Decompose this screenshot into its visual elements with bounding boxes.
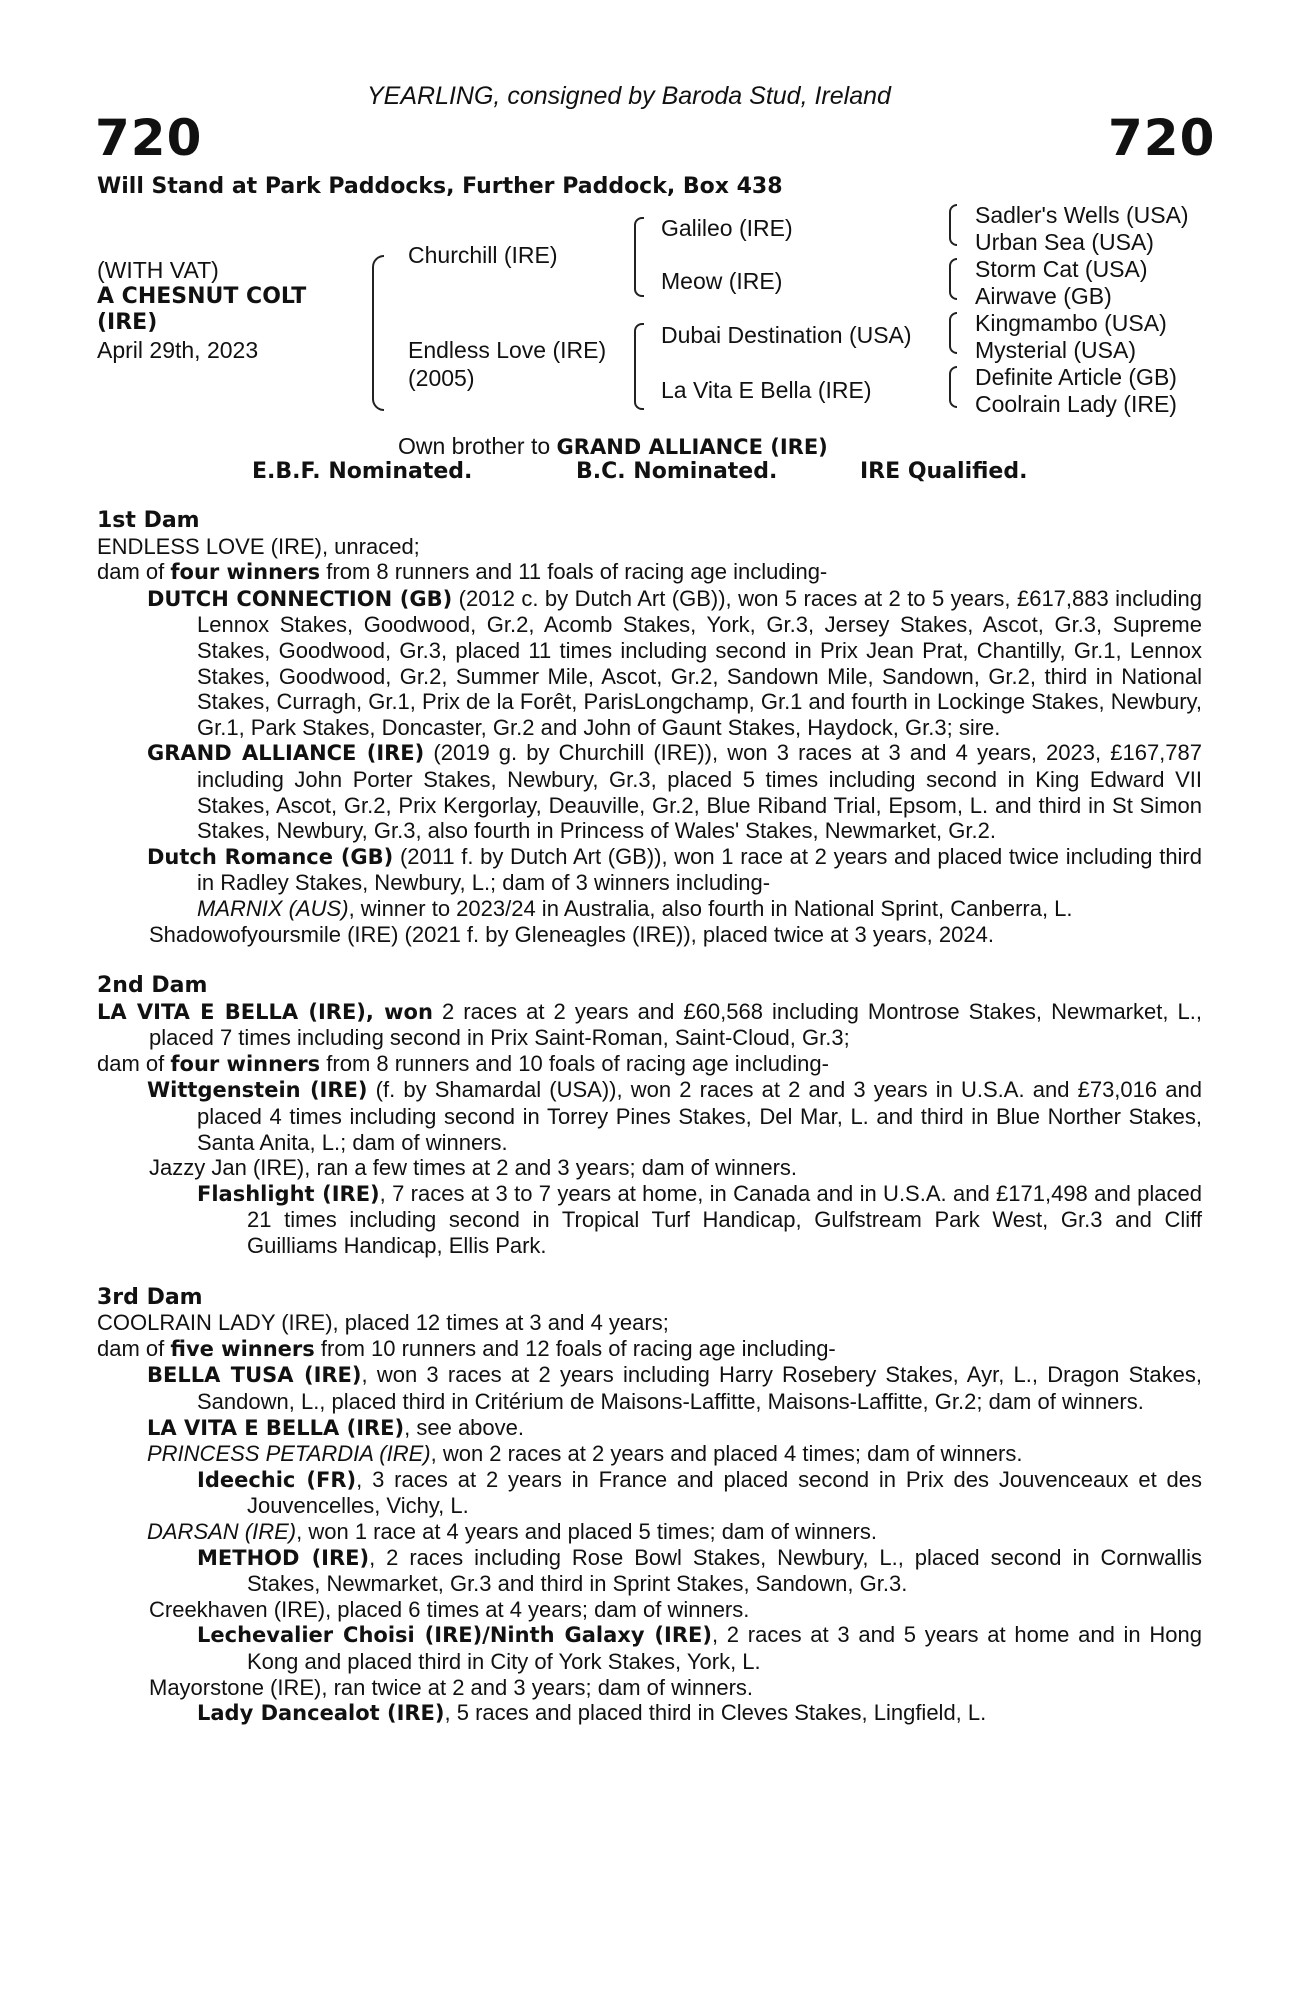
progeny-la-vita-e-bella bbox=[97, 1415, 1202, 1442]
pedigree-bracket-main bbox=[372, 255, 384, 411]
first-dam-intro: ENDLESS LOVE (IRE), unraced; bbox=[97, 533, 420, 559]
pedigree-ggp: Kingmambo (USA) bbox=[975, 310, 1167, 336]
race-record: , won 2 races at 2 years and placed 4 times; dam of winners. bbox=[430, 1441, 1023, 1467]
lot-number-right: 720 bbox=[1108, 109, 1216, 167]
progeny-wittgenstein bbox=[97, 1077, 1202, 1155]
progeny-jazzy-jan: Jazzy Jan (IRE), ran a few times at 2 and 3 years; dam of winners. bbox=[149, 1155, 798, 1181]
text: from 8 runners and 11 foals of racing age including- bbox=[320, 559, 828, 585]
pedigree-ggp: Urban Sea (USA) bbox=[975, 229, 1154, 255]
progeny-mayorstone: Mayorstone (IRE), ran twice at 2 and 3 years; dam of winners. bbox=[149, 1674, 754, 1700]
second-dam-produce bbox=[97, 1051, 1202, 1078]
horse-name: Lechevalier Choisi (IRE)/Ninth Galaxy (IRE) bbox=[197, 1623, 712, 1648]
horse-name: LA VITA E BELLA (IRE), won bbox=[97, 999, 433, 1024]
race-record: , won 3 races at 2 years including Harry Rosebery Stakes, Ayr, L., Dragon Stakes, Sandown, L., placed third in Critérium de Maisons-Laffitte, Maisons-Laffitte, Gr.2; dam of winners. bbox=[197, 1362, 1202, 1414]
pedigree-ggp: Definite Article (GB) bbox=[975, 364, 1177, 390]
horse-name: Flashlight (IRE) bbox=[197, 1181, 380, 1206]
race-record: (f. by Shamardal (USA)), won 2 races at 2 and 3 years in U.S.A. and £73,016 and placed 4 times including second in Torrey Pines Stakes, Del Mar, L. and third in Blue Norther Stakes, Santa Anita, L.; dam of winners. bbox=[197, 1077, 1202, 1155]
horse-title-country: (IRE) bbox=[97, 310, 158, 335]
progeny-marnix bbox=[97, 896, 1202, 922]
third-dam-record bbox=[97, 1336, 1202, 1363]
race-record: , won 1 race at 4 years and placed 5 times; dam of winners. bbox=[296, 1518, 877, 1544]
own-brother-note bbox=[398, 433, 828, 461]
race-record: (2019 g. by Churchill (IRE)), won 3 races at 3 and 4 years, 2023, £167,787 including John Porter Stakes, Newbury, Gr.3, placed 5 times including second in King Edward VII Stakes, Ascot, Gr.2, Prix Kergorlay, Deauville, Gr.2, Blue Riband Trial, Epsom, L. and third in St Simon Stakes, Newbury, Gr.3, also fourth in Princess of Wales' Stakes, Newmarket, Gr.2. bbox=[197, 740, 1202, 844]
progeny-dutch-romance bbox=[97, 844, 1202, 896]
horse-name: MARNIX (AUS) bbox=[197, 895, 349, 921]
catalogue-body bbox=[97, 508, 1202, 1727]
horse-name: DUTCH CONNECTION (GB) bbox=[147, 586, 453, 611]
horse-name: Wittgenstein (IRE) bbox=[147, 1078, 368, 1103]
winners-count: four winners bbox=[170, 1051, 321, 1076]
progeny-method bbox=[97, 1545, 1202, 1597]
race-record: 2 races at 2 years and £60,568 including Montrose Stakes, Newmarket, L., placed 7 times including second in Prix Saint-Roman, Saint-Cloud, Gr.3; bbox=[149, 998, 1202, 1051]
pedigree-ggp: Storm Cat (USA) bbox=[975, 256, 1148, 282]
foaling-date: April 29th, 2023 bbox=[97, 337, 259, 363]
race-record: , 5 races and placed third in Cleves Stakes, Lingfield, L. bbox=[444, 1700, 987, 1726]
pedigree-ggp: Airwave (GB) bbox=[975, 283, 1112, 309]
pedigree-bracket-sire bbox=[634, 217, 644, 297]
pedigree-bracket-gg1 bbox=[949, 204, 957, 246]
pedigree-bracket-gg2 bbox=[949, 258, 957, 300]
progeny-lechevalier-choisi bbox=[97, 1622, 1202, 1674]
progeny-lady-dancealot bbox=[97, 1700, 1202, 1727]
pedigree-ggp: Sadler's Wells (USA) bbox=[975, 202, 1189, 228]
pedigree-sire: Churchill (IRE) bbox=[408, 242, 558, 268]
horse-name: PRINCESS PETARDIA (IRE) bbox=[147, 1441, 431, 1467]
lot-number-left: 720 bbox=[95, 109, 203, 167]
text: dam of bbox=[97, 1335, 171, 1361]
winners-count: five winners bbox=[170, 1336, 315, 1361]
pedigree-sire-sire: Galileo (IRE) bbox=[661, 215, 793, 241]
pedigree-dam-year: (2005) bbox=[408, 365, 475, 391]
pedigree-bracket-dam bbox=[634, 323, 644, 410]
own-brother-prefix: Own brother to bbox=[398, 433, 551, 459]
third-dam-intro: COOLRAIN LADY (IRE), placed 12 times at 3 and 4 years; bbox=[97, 1310, 669, 1336]
pedigree-bracket-gg4 bbox=[949, 366, 957, 408]
horse-name: Dutch Romance (GB) bbox=[147, 844, 394, 869]
pedigree-bracket-gg3 bbox=[949, 312, 957, 354]
progeny-flashlight bbox=[97, 1181, 1202, 1259]
ire-qualified: IRE Qualified. bbox=[860, 459, 1028, 484]
second-dam-record bbox=[97, 999, 1202, 1051]
text: from 10 runners and 12 foals of racing age including- bbox=[314, 1335, 836, 1361]
pedigree-dam-sire: Dubai Destination (USA) bbox=[661, 322, 912, 348]
pedigree-dam: Endless Love (IRE) bbox=[408, 337, 607, 363]
horse-name: Ideechic (FR) bbox=[197, 1467, 357, 1492]
race-record: , 2 races at 3 and 5 years at home and in Hong Kong and placed third in City of York Stakes, York, L. bbox=[247, 1622, 1202, 1674]
consignment-header: YEARLING, consigned by Baroda Stud, Ireland bbox=[367, 82, 891, 110]
race-record: , 3 races at 2 years in France and placed second in Prix des Jouvenceaux et des Jouvencelles, Vichy, L. bbox=[247, 1466, 1202, 1519]
first-dam-heading: 1st Dam bbox=[97, 508, 200, 533]
text: dam of bbox=[97, 1050, 171, 1076]
horse-name: LA VITA E BELLA (IRE) bbox=[147, 1415, 405, 1440]
horse-name: BELLA TUSA (IRE) bbox=[147, 1363, 362, 1388]
race-record: , winner to 2023/24 in Australia, also fourth in National Sprint, Canberra, L. bbox=[348, 895, 1073, 921]
vat-note: (WITH VAT) bbox=[97, 257, 219, 283]
pedigree-sire-dam: Meow (IRE) bbox=[661, 268, 783, 294]
pedigree-ggp: Mysterial (USA) bbox=[975, 337, 1137, 363]
progeny-grand-alliance bbox=[97, 740, 1202, 843]
horse-name: METHOD (IRE) bbox=[197, 1545, 370, 1570]
progeny-bella-tusa bbox=[97, 1362, 1202, 1414]
race-record: (2011 f. by Dutch Art (GB)), won 1 race at 2 years and placed twice including third in Radley Stakes, Newbury, L.; dam of 3 winners including- bbox=[197, 843, 1202, 896]
race-record: , 7 races at 3 to 7 years at home, in Canada and in U.S.A. and £171,498 and placed 21 times including second in Tropical Turf Handicap, Gulfstream Park West, Gr.3 and Cliff Guilliams Handicap, Ellis Park. bbox=[247, 1180, 1202, 1259]
progeny-princess-petardia bbox=[97, 1441, 1202, 1467]
progeny-dutch-connection bbox=[97, 586, 1202, 741]
progeny-darsan bbox=[97, 1519, 1202, 1545]
ebf-nominated: E.B.F. Nominated. bbox=[252, 459, 473, 484]
bc-nominated: B.C. Nominated. bbox=[576, 459, 778, 484]
race-record: (2012 c. by Dutch Art (GB)), won 5 races at 2 to 5 years, £617,883 including Lennox Stakes, Goodwood, Gr.2, Acomb Stakes, York, Gr.3, Jersey Stakes, Ascot, Gr.3, Supreme Stakes, Goodwood, Gr.3, placed 11 times including second in Prix Jean Prat, Chantilly, Gr.1, Lennox Stakes, Goodwood, Gr.2, Summer Mile, Ascot, Gr.2, Sandown Mile, Sandown, Gr.2, third in National Stakes, Curragh, Gr.1, Prix de la Forêt, ParisLongchamp, Gr.1 and fourth in Lockinge Stakes, Newbury, Gr.1, Park Stakes, Doncaster, Gr.2 and John of Gaunt Stakes, Haydock, Gr.3; sire. bbox=[197, 585, 1202, 740]
text: dam of bbox=[97, 559, 171, 585]
horse-title: A CHESNUT COLT bbox=[97, 284, 307, 309]
progeny-creekhaven: Creekhaven (IRE), placed 6 times at 4 years; dam of winners. bbox=[149, 1596, 750, 1622]
race-record: , 2 races including Rose Bowl Stakes, Newbury, L., placed second in Cornwallis Stakes, Newmarket, Gr.3 and third in Sprint Stakes, Sandown, Gr.3. bbox=[247, 1544, 1203, 1597]
second-dam-heading: 2nd Dam bbox=[97, 973, 208, 999]
winners-count: four winners bbox=[170, 560, 321, 585]
stand-location: Will Stand at Park Paddocks, Further Paddock, Box 438 bbox=[97, 174, 783, 199]
horse-name: Lady Dancealot (IRE) bbox=[197, 1701, 445, 1726]
race-record: , see above. bbox=[404, 1414, 525, 1440]
third-dam-heading: 3rd Dam bbox=[97, 1284, 203, 1310]
progeny-shadowofyoursmile: Shadowofyoursmile (IRE) (2021 f. by Gleneagles (IRE)), placed twice at 3 years, 2024. bbox=[149, 921, 994, 947]
pedigree-ggp: Coolrain Lady (IRE) bbox=[975, 391, 1177, 417]
first-dam-record bbox=[97, 559, 1202, 586]
pedigree-dam-dam: La Vita E Bella (IRE) bbox=[661, 377, 872, 403]
horse-name: DARSAN (IRE) bbox=[147, 1518, 297, 1544]
progeny-ideechic bbox=[97, 1467, 1202, 1519]
own-brother-name: GRAND ALLIANCE (IRE) bbox=[556, 435, 828, 459]
horse-name: GRAND ALLIANCE (IRE) bbox=[147, 741, 425, 766]
text: from 8 runners and 10 foals of racing age including- bbox=[320, 1050, 829, 1076]
